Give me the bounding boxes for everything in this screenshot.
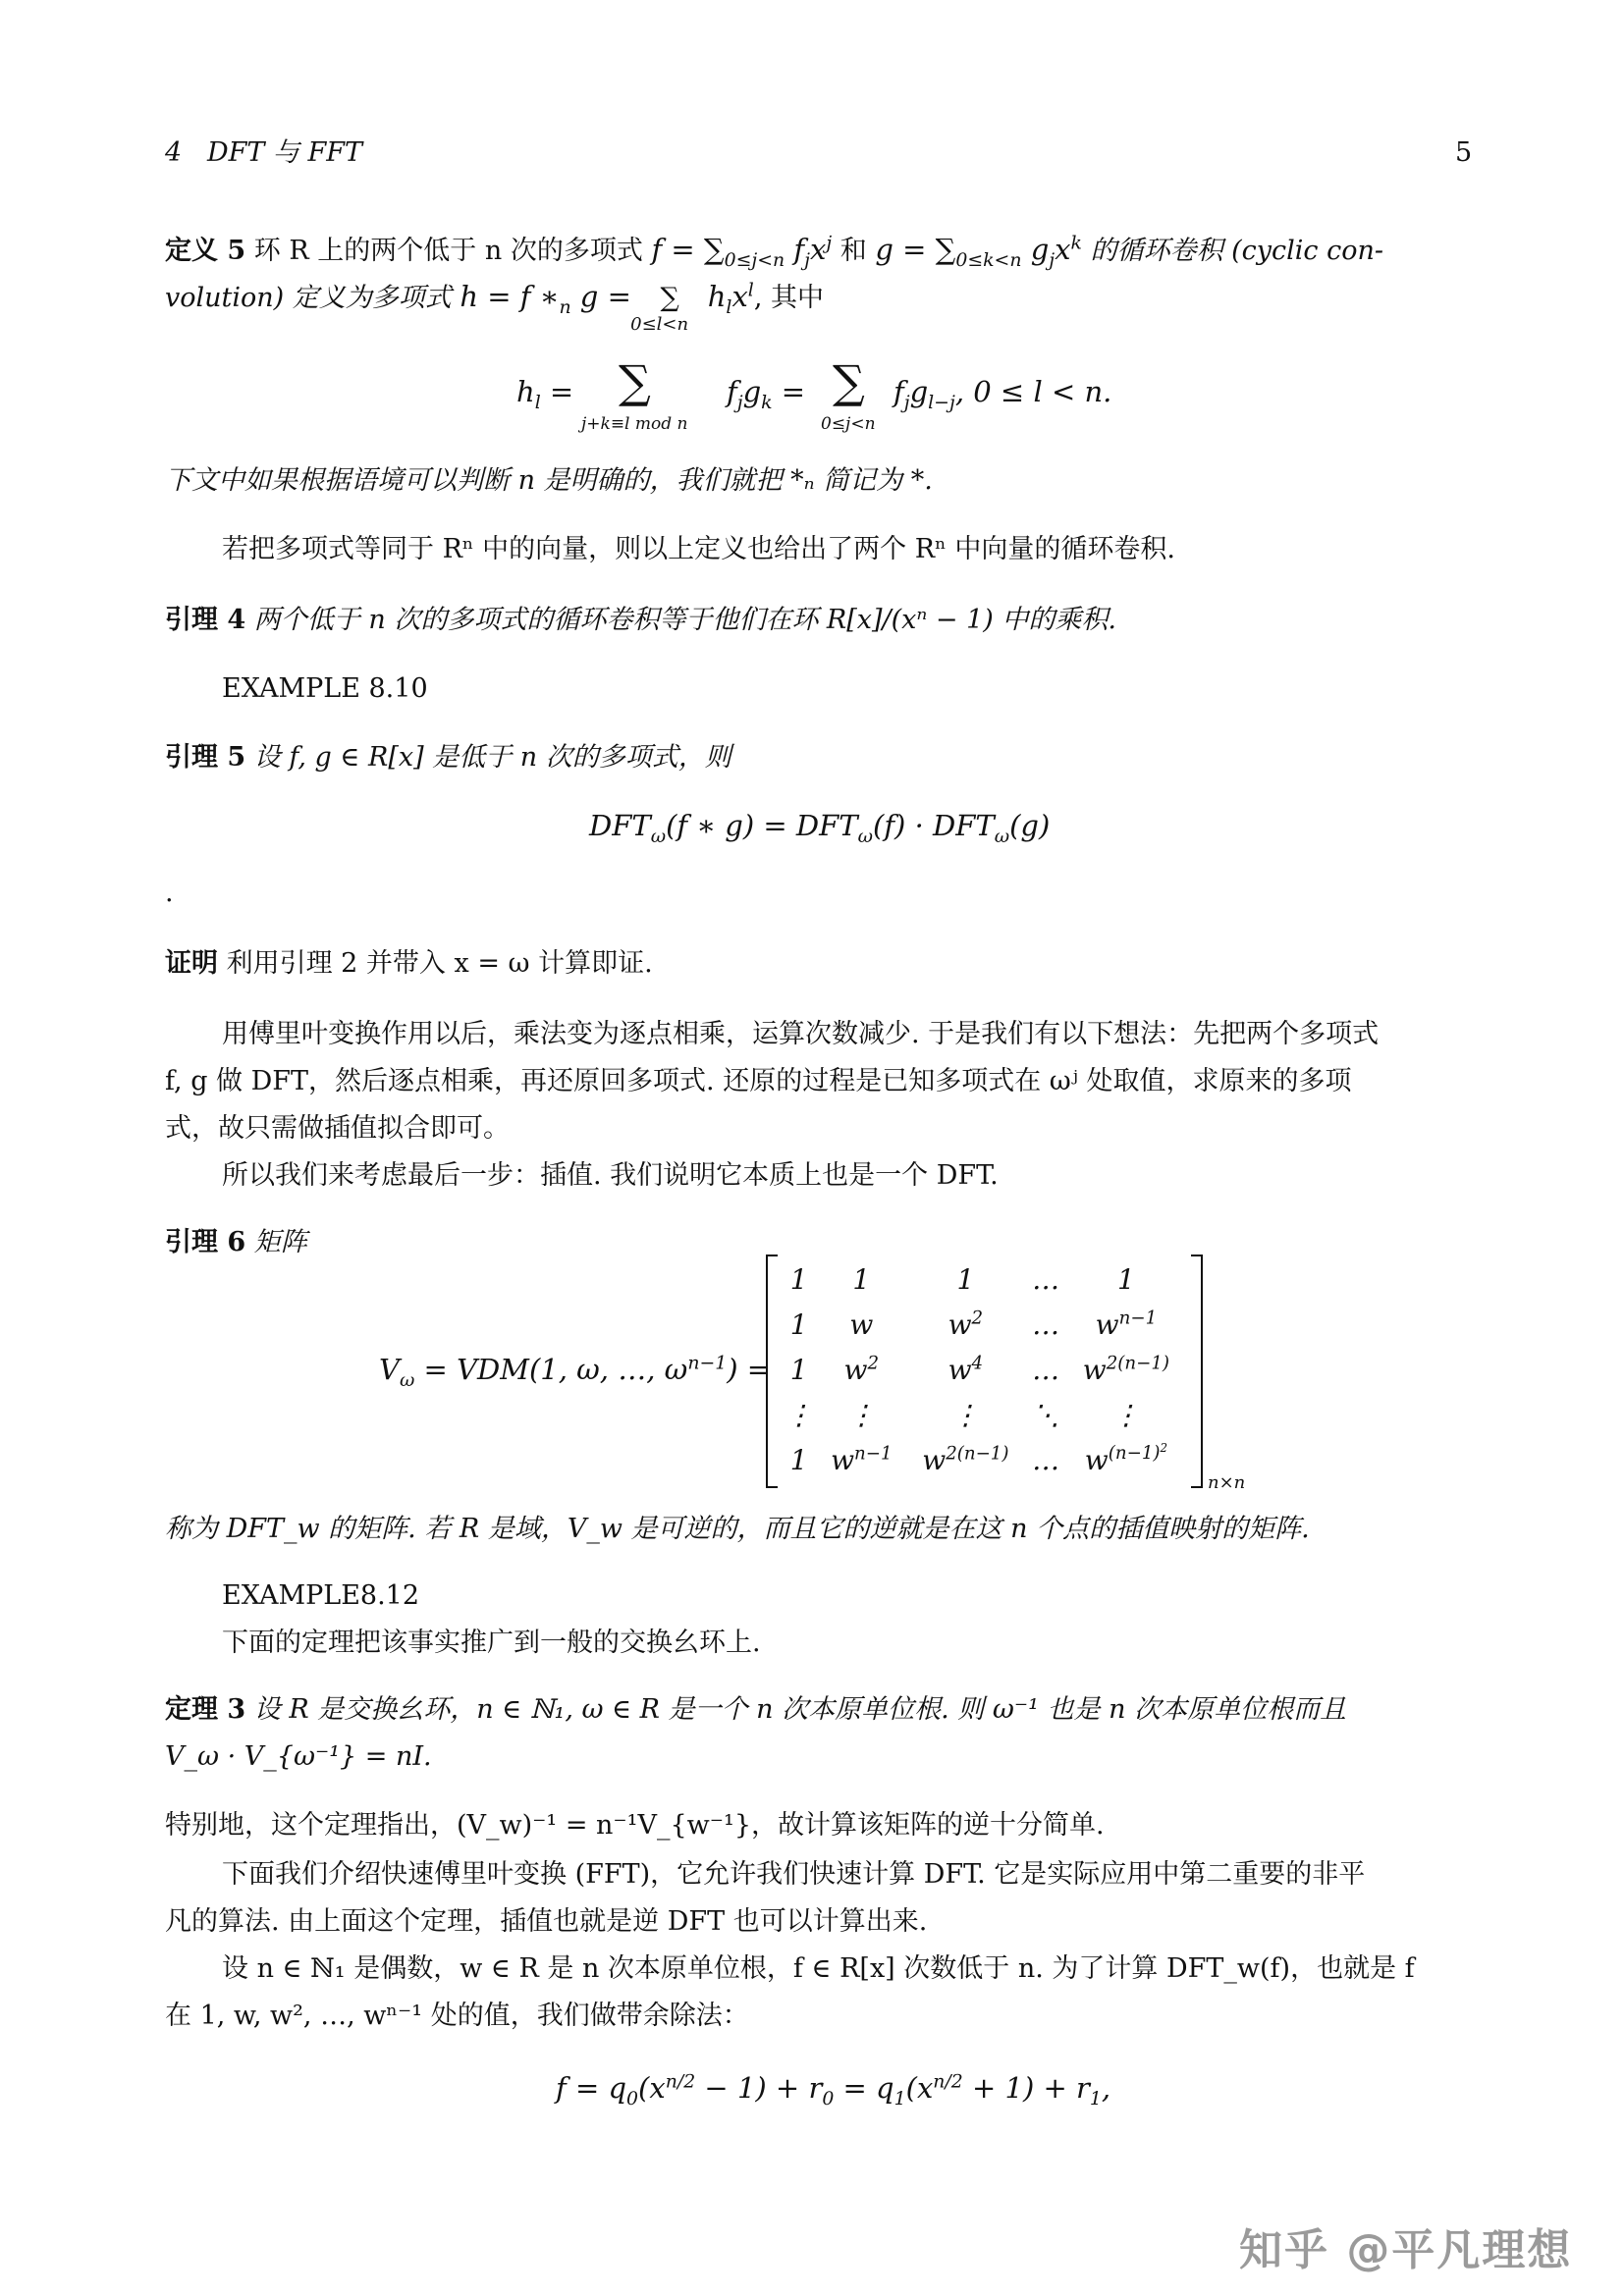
- paragraph-fourier-2: f, g 做 DFT，然后逐点相乘，再还原回多项式. 还原的过程是已知多项式在 ωʲ 处取值，求原来的多项: [165, 1066, 1352, 1096]
- paragraph-last-step: 所以我们来考虑最后一步：插值. 我们说明它本质上也是一个 DFT.: [222, 1160, 999, 1191]
- lemma-4: [165, 607, 1116, 633]
- definition-5-line1: [165, 233, 1383, 271]
- definition-line2-start: volution) 定义为多项式: [165, 283, 452, 313]
- watermark: 知乎 @平凡理想: [1239, 2225, 1573, 2275]
- formula-f: $f = \sum_{0\le j<n}$ $f_jx^j$: [651, 233, 833, 271]
- formula-hl: $h_lx^l$: [707, 280, 754, 318]
- right-bracket: [1191, 1255, 1203, 1488]
- page-number: 5: [1455, 137, 1473, 168]
- paragraph-vector: 若把多项式等同于 Rⁿ 中的向量，则以上定义也给出了两个 Rⁿ 中向量的循环卷积.: [222, 534, 1175, 564]
- running-header: [165, 139, 362, 166]
- vandermonde-matrix: [766, 1255, 1203, 1490]
- definition-line2-end: , 其中: [753, 283, 824, 313]
- lemma-5-label: 引理 5: [165, 742, 246, 773]
- definition-label: 定义 5: [165, 236, 246, 266]
- formula-h: h = f $∗_n$ g =: [460, 280, 641, 318]
- paragraph-fourier-1: 用傅里叶变换作用以后，乘法变为逐点相乘，运算次数减少. 于是我们有以下想法：先把两个多项式: [222, 1019, 1380, 1049]
- matrix-entries: 1 1 1 … 1 1 w $w^2$ … $w^{n-1}$ 1 $w^2$ $w^4$ … $w^{2(n-1)}$ ⋮ ⋮ ⋮ ⋱ ⋮ 1 $w^{n-1}$ $w^{2(n-1)}$ … $w^{(n-1)^2}$: [785, 1262, 1170, 1476]
- paragraph-generalize: 下面的定理把该事实推广到一般的交换幺环上.: [222, 1628, 761, 1658]
- stray-period: .: [165, 878, 174, 908]
- definition-intro: 环 R 上的两个低于 n 次的多项式: [253, 236, 643, 266]
- definition-and: 和: [839, 236, 867, 266]
- lemma-4-text: 两个低于 n 次的多项式的循环卷积等于他们在环 R[x]/(xⁿ − 1) 中的乘积.: [253, 605, 1117, 635]
- lemma-6-label: 引理 6: [165, 1227, 246, 1257]
- lemma-4-label: 引理 4: [165, 605, 246, 635]
- paragraph-even-2: 在 1, w, w², …, wⁿ⁻¹ 处的值，我们做带余除法：: [165, 2001, 749, 2031]
- formula-division: $f = q_0(x^{n/2} - 1) + r_0 = q_1(x^{n/2} + 1) + r_1$,: [556, 2071, 1111, 2109]
- lemma-6-text: 矩阵: [253, 1227, 307, 1257]
- proof: [165, 950, 653, 977]
- paragraph-special: 特别地，这个定理指出，(V_w)⁻¹ = n⁻¹V_{w⁻¹}，故计算该矩阵的逆十分简单.: [165, 1810, 1105, 1841]
- formula-dft-convolution: $DFT_\omega(f$ ∗ $g) = DFT_\omega(f) \cdot DFT_\omega(g)$: [589, 809, 1051, 847]
- left-bracket: [766, 1255, 778, 1488]
- sum-symbol: ∑ 0≤l<n: [630, 283, 689, 335]
- theorem-3-text: 设 R 是交换幺环，n ∈ ℕ₁, ω ∈ R 是一个 n 次本原单位根. 则 ω⁻¹ 也是 n 次本原单位根而且: [253, 1694, 1347, 1725]
- definition-5-line2: [165, 280, 824, 335]
- example-8-10: EXAMPLE 8.10: [222, 673, 428, 704]
- example-8-12: EXAMPLE8.12: [222, 1580, 420, 1611]
- theorem-3-line2: V_ω · V_{ω⁻¹} = nI.: [165, 1741, 432, 1772]
- matrix-size-subscript: n×n: [1208, 1472, 1246, 1493]
- matrix-caption: 称为 DFT_w 的矩阵. 若 R 是域，V_w 是可逆的，而且它的逆就是在这 n 个点的插值映射的矩阵.: [165, 1514, 1310, 1544]
- proof-text: 利用引理 2 并带入 x = ω 计算即证.: [226, 948, 653, 979]
- vandermonde-lhs: $V_\omega = VDM(1$, ω, …, $\omega^{n-1}$) =: [379, 1353, 772, 1391]
- lemma-5: [165, 744, 731, 771]
- paragraph-even-1: 设 n ∈ ℕ₁ 是偶数，w ∈ R 是 n 次本原单位根，f ∈ R[x] 次数低于 n. 为了计算 DFT_w(f)，也就是 f: [222, 1953, 1415, 1984]
- theorem-3-line1: [165, 1696, 1346, 1723]
- theorem-3-label: 定理 3: [165, 1694, 246, 1725]
- paragraph-fourier-3: 式，故只需做插值拟合即可。: [165, 1113, 510, 1144]
- note-star-notation: 下文中如果根据语境可以判断 n 是明确的，我们就把 *ₙ 简记为 *.: [165, 465, 933, 496]
- lemma-5-text: 设 f, g ∈ R[x] 是低于 n 次的多项式，则: [253, 742, 731, 773]
- formula-g: $g = \sum_{0\le k<n}$ $g_jx^k$: [875, 233, 1082, 271]
- paragraph-fft-1: 下面我们介绍快速傅里叶变换 (FFT)，它允许我们快速计算 DFT. 它是实际应用中第二重要的非平: [222, 1859, 1366, 1890]
- lemma-6: [165, 1229, 307, 1255]
- formula-hl-display: $h_l$ = ∑ j+k≡l mod n $f_jg_k$ = ∑ 0≤j<n $f_jg_{l-j}$, 0 ≤ l < n.: [516, 355, 1112, 434]
- proof-label: 证明: [165, 948, 218, 979]
- section-title: DFT 与 FFT: [206, 137, 362, 168]
- definition-cyclic: 的循环卷积 (cyclic con-: [1090, 236, 1383, 266]
- paragraph-fft-2: 凡的算法. 由上面这个定理，插值也就是逆 DFT 也可以计算出来.: [165, 1906, 928, 1937]
- section-number: 4: [165, 137, 183, 168]
